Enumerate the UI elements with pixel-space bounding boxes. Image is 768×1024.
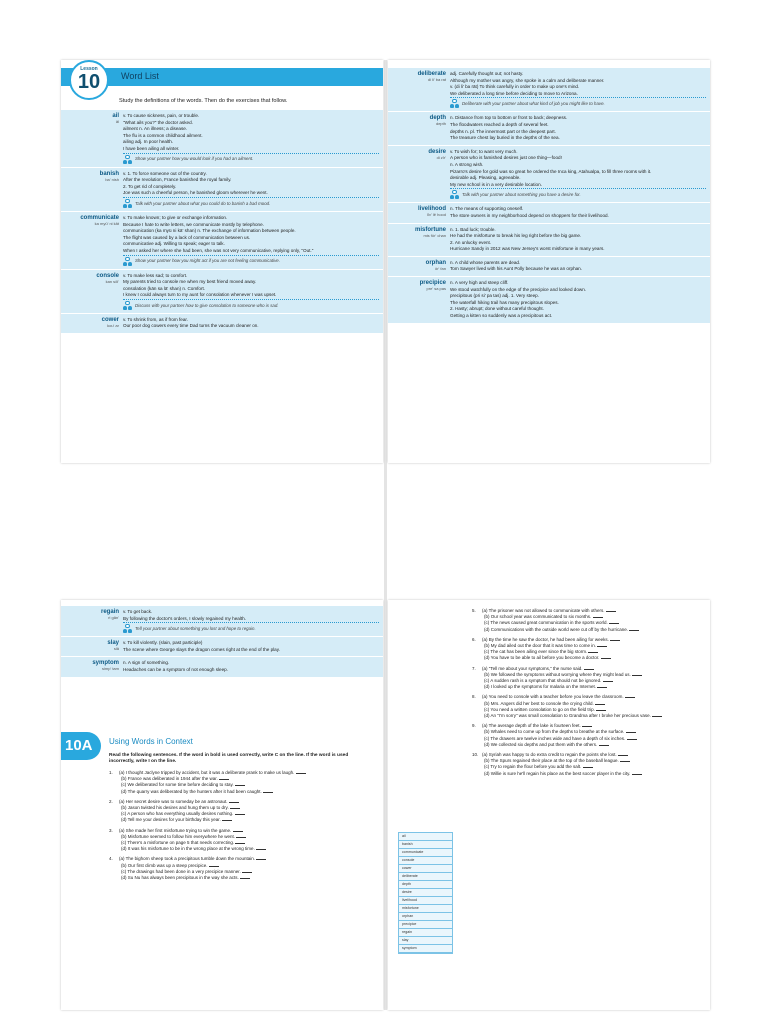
answer-blank[interactable] [296, 770, 306, 774]
definition-line: v. To shrink from, as if from fear. [123, 316, 188, 322]
answer-blank[interactable] [626, 729, 636, 733]
question-text: (c) A sudden rash is a symptom that should not be ignored. [484, 678, 602, 684]
question-item [109, 770, 374, 795]
definition-line: The store owners in my neighborhood depend on shoppers for their livelihood. [450, 212, 609, 218]
word-bank-item: ail [399, 833, 452, 841]
answer-blank[interactable] [588, 649, 598, 653]
definition-line: Headaches can be a symptom of not enough sleep. [123, 666, 228, 672]
definition-line: 2. Hasty; abrupt; done without careful thought. [450, 306, 544, 312]
answer-blank[interactable] [610, 637, 620, 641]
partner-prompt-text: Talk with your partner about something you have a desire for. [462, 192, 581, 198]
definition-line: desirable adj. Pleasing, agreeable. [450, 175, 521, 181]
answer-blank[interactable] [582, 723, 592, 727]
partner-talk-icon [123, 301, 132, 310]
word-column [392, 71, 450, 108]
word-column [65, 113, 123, 164]
answer-blank[interactable] [632, 771, 642, 775]
question-text: (c) The news caused great communication in the sports world. [484, 620, 608, 626]
entry-word: console [96, 272, 119, 279]
answer-blank[interactable] [652, 713, 662, 717]
definition-column [450, 260, 706, 273]
question-text: (b) Jason twisted his desires and hung them up to dry. [121, 805, 229, 811]
answer-blank[interactable] [601, 655, 611, 659]
answer-blank[interactable] [233, 828, 243, 832]
partner-talk-icon [450, 99, 459, 108]
entry-word: symptom [92, 660, 119, 667]
definition-column [123, 317, 379, 330]
word-bank-item: symptom [399, 945, 452, 953]
definition-column [450, 280, 706, 320]
question-part [109, 875, 374, 881]
word-entry [388, 68, 710, 112]
question-number: 3. [109, 827, 113, 833]
word-column [392, 115, 450, 141]
definition-line: The flight was caused by a lack of communication between us. [123, 234, 251, 240]
lesson-header-bar [61, 68, 383, 86]
lesson-badge [69, 60, 109, 100]
definition-column [123, 640, 379, 653]
definition-column [450, 206, 706, 219]
question-text: (d) I looked up the symptoms for malaria on the Internet. [484, 684, 597, 690]
question-text: (d) The quarry was deliberated by the hunters after it had been caught. [121, 788, 262, 794]
definition-line: Tom Sawyer lived with his Aunt Polly because he was an orphan. [450, 266, 583, 272]
definition-line: ailment n. An illness; a disease. [123, 126, 188, 132]
definition-column [123, 609, 379, 633]
word-bank-item: banish [399, 841, 452, 849]
answer-blank[interactable] [229, 799, 239, 803]
question-number: 1. [109, 770, 113, 775]
definition-line: The scene where George slays the dragon comes right at the end of the play. [123, 646, 280, 652]
definition-line: v. To make less sad; to comfort. [123, 272, 188, 278]
definition-line: n. A very high and steep cliff. [450, 280, 509, 286]
definition-line: v. To get back. [123, 609, 153, 614]
question-text: (a) "Tell me about your symptoms," the nurse said. [482, 665, 583, 671]
answer-blank[interactable] [256, 856, 266, 860]
question-part [472, 742, 704, 748]
entry-pronunciation: simp' tam [102, 666, 119, 672]
definition-column [123, 273, 379, 310]
question-text: (a) Syriah was happy to do extra credit to regain the points she lost. [482, 752, 617, 758]
question-text: (b) My dad ailed out the door that it was time to come in. [484, 643, 597, 649]
word-entry [61, 212, 383, 270]
question-part [472, 713, 704, 719]
word-bank-item: slay [399, 937, 452, 945]
word-bank-item: depth [399, 881, 452, 889]
word-column [65, 660, 123, 673]
partner-prompt-text: Talk with your partner about what you could do to banish a bad mood. [135, 200, 271, 206]
word-bank-item: cower [399, 865, 452, 873]
entry-word: orphan [425, 259, 446, 266]
question-text: (a) I thought Jaclyne tripped by accident, but it was a deliberate prank to make us laugh. [119, 770, 295, 775]
answer-blank[interactable] [597, 684, 607, 688]
definition-line: consolation (kän sa lā' shan) n. Comfort. [123, 285, 206, 291]
partner-prompt-text: Show your partner how you might act if you are not feeling communicative. [135, 258, 280, 264]
question-text: (d) We collected six depths and put them with the others. [484, 741, 598, 747]
question-part [472, 627, 704, 633]
word-bank-item: regain [399, 929, 452, 937]
entry-pronunciation: depth [435, 121, 446, 127]
partner-prompt-text: Discuss with your partner how to give consolation to someone who is sad. [135, 302, 279, 308]
word-entry [61, 657, 383, 677]
answer-blank[interactable] [236, 834, 246, 838]
definition-line: v. To kill violently. (slain, past participle) [123, 640, 203, 646]
question-text: (c) The drawers are twelve inches wide and have a depth of six inches. [484, 735, 626, 741]
question-item [472, 723, 704, 748]
question-text: (b) Misfortune seemed to follow him everywhere he went. [121, 833, 236, 839]
answer-blank[interactable] [618, 752, 628, 756]
definition-line: ailing adj. In poor health. [123, 139, 174, 145]
question-text: (c) The cat has been ailing ever since the big storm. [484, 649, 588, 655]
question-item [472, 666, 704, 691]
entry-pronunciation: mis fôr' chan [423, 232, 446, 238]
definition-line: v. (di li' ba rāt) To think carefully in order to make up one's mind. [450, 84, 580, 90]
question-text: (d) It was his misfortune to be in the wrong place at the wrong time. [121, 846, 255, 852]
definition-line: Getting a kitten so suddenly was a precipitous act. [450, 313, 553, 319]
question-text: (b) Our school year was communicated to six months. [484, 614, 592, 620]
answer-blank[interactable] [583, 764, 593, 768]
question-part [109, 846, 374, 852]
answer-blank[interactable] [599, 742, 609, 746]
entry-word: slay [107, 640, 119, 647]
word-entry [61, 110, 383, 168]
answer-blank[interactable] [235, 811, 245, 815]
entry-word: livelihood [417, 206, 446, 213]
partner-prompt [123, 197, 379, 208]
definition-line: v. To cause sickness, pain, or trouble. [123, 113, 200, 118]
question-text: (a) The bighorn sheep took a precipitous tumble down the mountain. [119, 856, 255, 862]
word-column [65, 273, 123, 310]
answer-blank[interactable] [620, 758, 630, 762]
entry-pronunciation: slā [113, 646, 119, 652]
question-item [472, 752, 704, 777]
entry-pronunciation: ka myü' ni kāt [94, 220, 119, 226]
word-column [65, 317, 123, 330]
definition-line: precipitous (pri si' pa tas) adj. 1. Very steep. [450, 293, 539, 299]
word-entry [61, 314, 383, 334]
answer-blank[interactable] [609, 620, 619, 624]
question-number: 9. [472, 723, 476, 729]
definition-line: The floodwaters reached a depth of several feet. [450, 121, 549, 127]
definition-line: When I asked her where she had been, she was not very communicative, replying only, "Out." [123, 247, 314, 253]
definition-line: Our poor dog cowers every time Dad turns the vacuum cleaner on. [123, 323, 259, 329]
page-title: Word List [121, 71, 159, 81]
entry-word: misfortune [414, 226, 446, 233]
definition-line: A person who is famished desires just one thing—food! [450, 155, 562, 161]
word-entry [388, 277, 710, 324]
word-entry [388, 146, 710, 204]
question-part [109, 817, 374, 823]
definition-line: n. The means of supporting oneself. [450, 206, 524, 212]
question-part [472, 771, 704, 777]
definition-line: Hurricane Sandy in 2012 was New Jersey's worst misfortune in many years. [450, 246, 605, 252]
question-item [109, 828, 374, 853]
question-text: (d) Tell me your desires for your birthday this year. [121, 817, 221, 823]
lesson-number: 10 [77, 71, 101, 93]
definition-line: My new school is in a very desirable location. [450, 181, 542, 187]
word-bank-item: deliberate [399, 873, 452, 881]
entry-word: communicate [80, 214, 119, 221]
question-part [472, 684, 704, 690]
word-bank-item: precipice [399, 921, 452, 929]
answer-blank[interactable] [584, 666, 594, 670]
question-text: (c) There's a misfortune on page 5 that needs correcting. [121, 840, 235, 846]
definition-line: We stood watchfully on the edge of the precipice and looked down. [450, 286, 587, 292]
question-text: (b) The Spurs regained their place at the top of the baseball league. [484, 758, 619, 764]
partner-prompt [450, 188, 706, 199]
entry-pronunciation: kan sōl' [105, 278, 119, 284]
answer-blank[interactable] [222, 817, 232, 821]
word-entry [61, 168, 383, 212]
answer-blank[interactable] [596, 707, 606, 711]
entry-word: cower [101, 316, 119, 323]
partner-talk-icon [123, 155, 132, 164]
word-entry [388, 112, 710, 145]
definition-line: n. 1. Bad luck; trouble. [450, 226, 496, 232]
partner-prompt-text: Show your partner how you would look if you had an ailment. [135, 156, 254, 162]
word-column [392, 206, 450, 219]
question-text: (b) We followed the symptoms without worrying where they might lead us. [484, 671, 631, 677]
entry-word: desire [428, 148, 446, 155]
partner-prompt [123, 255, 379, 266]
answer-blank[interactable] [627, 736, 637, 740]
definition-line: Because I hate to write letters, we communicate mostly by telephone. [123, 221, 264, 227]
partner-talk-icon [450, 190, 459, 199]
book-gutter [384, 60, 387, 1010]
word-entry [388, 257, 710, 277]
question-text: (c) Try to regain the flour before you add the salt. [484, 764, 582, 770]
exercise-instructions: Read the following sentences. If the word in bold is used correctly, write C on the line. If the word is used incorrectly, write I on the line. [109, 753, 349, 764]
answer-blank[interactable] [625, 694, 635, 698]
question-number: 10. [472, 752, 479, 758]
definition-line: n. A sign of something. [123, 660, 170, 666]
question-list [109, 770, 374, 885]
word-bank [398, 832, 453, 954]
definition-line: Joe was such a cheerful person, he banished gloom wherever he went. [123, 190, 268, 196]
word-entry [61, 270, 383, 314]
definition-line: The waterfall hiking trail has many precipitous slopes. [450, 299, 559, 305]
lesson-word: Lesson [80, 66, 98, 72]
definition-column [123, 660, 379, 673]
definition-line: I knew I could always turn to my aunt for consolation whenever I was upset. [123, 292, 277, 298]
question-text: (c) You need a written consolation to go on the field trip. [484, 706, 595, 712]
word-entries [61, 606, 383, 678]
question-item [472, 694, 704, 719]
question-text: (d) You have to be able to ail before you become a doctor. [484, 655, 600, 661]
exercise-title: Using Words in Context [109, 737, 193, 746]
definition-column [450, 149, 706, 200]
definition-line: v. 1. To force someone out of the country. [123, 170, 207, 176]
question-text: (c) The drawings had been done in a very precipice manner. [121, 868, 241, 874]
word-bank-item: desire [399, 889, 452, 897]
entry-pronunciation: di zīr' [436, 154, 446, 160]
word-entry [61, 637, 383, 657]
partner-prompt-text: Deliberate with your partner about what kind of job you might like to have. [462, 101, 605, 107]
definition-line: depths n. pl. The innermost part or the deepest part. [450, 128, 556, 134]
partner-prompt [450, 97, 706, 108]
definition-line: We deliberated a long time before deciding to move to Arizona. [450, 90, 578, 96]
definition-line: n. A strong wish. [450, 161, 484, 167]
entry-pronunciation: ôr' fan [435, 265, 446, 271]
definition-line: adj. Carefully thought out; not hasty. [450, 71, 524, 76]
word-column [392, 280, 450, 320]
question-text: (b) Whales need to come up from the depths to breathe at the surface. [484, 729, 625, 735]
partner-talk-icon [123, 257, 132, 266]
question-text: (d) Su Nu has always been precipitous in the way she acts. [121, 875, 239, 881]
word-bank-item: misfortune [399, 905, 452, 913]
question-text: (b) Our first climb was up a steep precipice. [121, 862, 208, 868]
question-item [109, 799, 374, 824]
word-bank-item: orphan [399, 913, 452, 921]
answer-blank[interactable] [209, 863, 219, 867]
definition-line: I have been ailing all winter. [123, 145, 180, 151]
word-column [392, 149, 450, 200]
question-number: 7. [472, 665, 476, 671]
question-number: 8. [472, 694, 476, 700]
word-entries [388, 68, 710, 324]
answer-blank[interactable] [603, 678, 613, 682]
entry-pronunciation: līv' lē hood [427, 212, 446, 218]
entry-word: regain [100, 609, 119, 615]
question-text: (a) The average depth of the lake is fourteen feet. [482, 723, 581, 729]
question-text: (d) Communications with the outside world were cut off by the hurricane. [484, 626, 628, 632]
answer-blank[interactable] [242, 869, 252, 873]
entry-pronunciation: ri gān' [108, 615, 119, 620]
question-text: (c) We deliberated for some time before deciding to stay. [121, 782, 234, 788]
definition-column [450, 227, 706, 253]
answer-blank[interactable] [256, 846, 266, 850]
answer-blank[interactable] [235, 840, 245, 844]
definition-line: By following the doctor's orders, I slowly regained my health. [123, 615, 246, 621]
question-number: 4. [109, 856, 113, 862]
definition-line: communication (ka myü ni kā' shan) n. The exchange of information between people. [123, 228, 296, 234]
entry-pronunciation: di li' ba rat [427, 77, 446, 82]
entry-word: ail [112, 113, 119, 119]
entry-word: banish [99, 170, 119, 177]
entry-pronunciation: ba' nish [105, 176, 119, 182]
entry-word: depth [429, 115, 446, 122]
definition-column [123, 113, 379, 164]
word-column [65, 171, 123, 208]
word-column [65, 640, 123, 653]
word-column [392, 260, 450, 273]
entry-word: deliberate [417, 71, 446, 77]
entry-pronunciation: āl [115, 119, 119, 124]
question-item [109, 856, 374, 881]
partner-prompt-text: Tell your partner about something you lost and hope to regain. [135, 625, 256, 631]
question-part [472, 655, 704, 661]
word-bank-item: console [399, 857, 452, 865]
definition-line: 2. An unlucky event. [450, 239, 492, 245]
page-exercise-2 [388, 600, 710, 1010]
definition-line: Although my mother was angry, she spoke in a calm and deliberate manner. [450, 77, 605, 83]
partner-talk-icon [123, 624, 132, 633]
word-bank-item: communicate [399, 849, 452, 857]
word-entry [388, 203, 710, 223]
page-exercise-1 [61, 600, 383, 1010]
question-text: (c) A person who has everything usually desires nothing. [121, 811, 234, 817]
page-word-list-1 [61, 60, 383, 463]
answer-blank[interactable] [240, 875, 250, 879]
exercise-badge: 10A [61, 732, 101, 760]
entry-pronunciation: kou' ar [107, 322, 119, 328]
instructions: Study the definitions of the words. Then do the exercises that follow. [119, 98, 288, 104]
definition-line: Pizarro's desire for gold was so great he ordered the Inca king, Atahualpa, to fill three rooms with it. [450, 168, 652, 174]
page-word-list-2 [388, 60, 710, 463]
answer-blank[interactable] [632, 672, 642, 676]
definition-line: The flu is a common childhood ailment. [123, 132, 203, 138]
answer-blank[interactable] [235, 782, 245, 786]
definition-line: After the revolution, France banished the royal family. [123, 177, 232, 183]
answer-blank[interactable] [629, 627, 639, 631]
answer-blank[interactable] [606, 608, 616, 612]
question-item [472, 608, 704, 633]
question-text: (d) An "I'm sorry" was small consolation to Grandma after I broke her precious vase. [484, 713, 651, 719]
definition-line: v. To wish for; to want very much. [450, 148, 518, 154]
question-list [472, 608, 704, 781]
definition-line: The treasure chest lay buried in the depths of the sea. [450, 135, 560, 141]
entry-pronunciation: pre' sa pas [426, 286, 446, 292]
entry-word: precipice [419, 280, 446, 287]
question-text: (b) France was deliberated in 1944 after the war. [121, 776, 218, 782]
question-text: (a) By the time he saw the doctor, he had been ailing for weeks. [482, 636, 609, 642]
question-item [472, 637, 704, 662]
answer-blank[interactable] [230, 805, 240, 809]
definition-line: v. To make known; to give or exchange information. [123, 214, 228, 220]
answer-blank[interactable] [219, 776, 229, 780]
question-number: 6. [472, 636, 476, 642]
partner-prompt [123, 622, 379, 633]
definition-line: My parents tried to console me when my best friend moved away. [123, 279, 257, 285]
definition-column [123, 171, 379, 208]
question-text: (a) The prisoner was not allowed to communicate with others. [482, 608, 605, 613]
question-text: (a) You need to console with a teacher before you leave the classroom. [482, 694, 624, 700]
word-entry [61, 606, 383, 637]
question-number: 2. [109, 798, 113, 804]
partner-prompt [123, 299, 379, 310]
question-number: 5. [472, 608, 476, 613]
word-entries [61, 110, 383, 334]
definition-line: n. A child whose parents are dead. [450, 259, 521, 265]
question-part [109, 789, 374, 795]
definition-line: 2. To get rid of completely. [123, 183, 177, 189]
definition-column [123, 215, 379, 266]
word-column [65, 609, 123, 633]
answer-blank[interactable] [593, 614, 603, 618]
question-text: (a) She made her first misfortune trying to win the game. [119, 827, 232, 833]
word-column [392, 227, 450, 253]
definition-line: communicative adj. Willing to speak; eager to talk. [123, 241, 225, 247]
word-bank-item: livelihood [399, 897, 452, 905]
question-text: (a) Her secret desire was to someday be an astronaut. [119, 798, 228, 804]
partner-prompt [123, 153, 379, 164]
partner-talk-icon [123, 199, 132, 208]
word-column [65, 215, 123, 266]
answer-blank[interactable] [595, 701, 605, 705]
definition-column [450, 71, 706, 108]
question-text: (d) Willie is sure he'll regain his place as the best soccer player in the city. [484, 770, 631, 776]
definition-line: "What ails you?" the doctor asked. [123, 119, 193, 125]
answer-blank[interactable] [263, 789, 273, 793]
answer-blank[interactable] [597, 643, 607, 647]
definition-line: He had the misfortune to break his leg right before the big game. [450, 233, 582, 239]
word-entry [388, 224, 710, 257]
question-text: (b) Mrs. Angers did her best to console the crying child. [484, 700, 594, 706]
definition-line: n. Distance from top to bottom or front to back; deepness. [450, 115, 568, 121]
definition-column [450, 115, 706, 141]
